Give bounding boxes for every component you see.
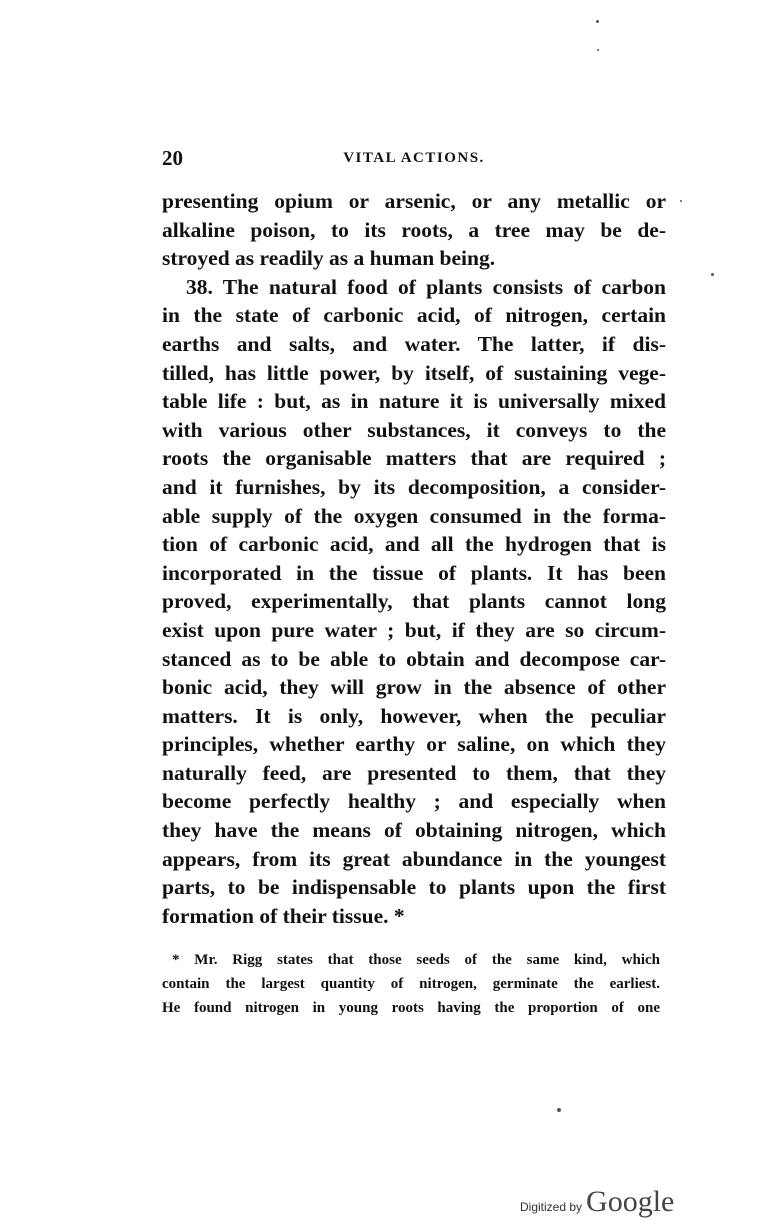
text-line: naturally feed, are presented to them, that they [162, 760, 666, 785]
footnote-line: contain the largest quantity of nitrogen, germinate the earliest. [162, 976, 660, 992]
text-line: bonic acid, they will grow in the absence of other [162, 675, 666, 700]
scan-speck [680, 200, 682, 202]
text-line: in the state of carbonic acid, of nitrogen, certain [162, 303, 666, 328]
text-line: tilled, has little power, by itself, of sustaining vege- [162, 360, 666, 385]
text-line: stanced as to be able to obtain and decompose car- [162, 646, 666, 671]
text-line: become perfectly healthy ; and especially when [162, 789, 666, 814]
paragraph-continuation [162, 187, 666, 273]
text-line: incorporated in the tissue of plants. It has been [162, 560, 666, 585]
text-line: appears, from its great abundance in the youngest [162, 846, 666, 871]
running-head: VITAL ACTIONS. [343, 150, 485, 166]
text-line: with various other substances, it conveys to the [162, 417, 666, 442]
text-line: formation of their tissue. * [162, 903, 405, 928]
text-line: stroyed as readily as a human being. [162, 246, 496, 271]
page-number: 20 [162, 146, 183, 170]
footnote-line: * Mr. Rigg states that those seeds of the same kind, which [172, 952, 660, 968]
text-line: roots the organisable matters that are required ; [162, 446, 666, 471]
text-line: alkaline poison, to its roots, a tree may be de- [162, 217, 666, 242]
text-line: 38. The natural food of plants consists of carbon [186, 274, 666, 299]
footnote-line: He found nitrogen in young roots having the proportion of one [162, 1000, 660, 1016]
digitized-label: Digitized by [520, 1200, 583, 1214]
page-header [162, 146, 666, 170]
footnote [162, 948, 660, 1020]
text-line: and it furnishes, by its decomposition, a consider- [162, 474, 666, 499]
text-line: they have the means of obtaining nitrogen, which [162, 818, 666, 843]
text-line: tion of carbonic acid, and all the hydrogen that is [162, 532, 666, 557]
google-logo: Google [586, 1185, 675, 1218]
digitized-by-google-watermark [520, 1185, 674, 1219]
text-line: parts, to be indispensable to plants upon the first [162, 875, 666, 900]
scan-speck [596, 20, 599, 23]
paragraph-38 [162, 273, 666, 931]
body-text [162, 187, 666, 930]
text-line: able supply of the oxygen consumed in the forma- [162, 503, 666, 528]
text-line: exist upon pure water ; but, if they are so circum- [162, 617, 666, 642]
text-line: presenting opium or arsenic, or any metallic or [162, 189, 666, 213]
text-line: proved, experimentally, that plants cannot long [162, 589, 666, 614]
text-line: table life : but, as in nature it is universally mixed [162, 389, 666, 414]
text-line: earths and salts, and water. The latter, if dis- [162, 331, 666, 356]
text-line: matters. It is only, however, when the peculiar [162, 703, 666, 728]
scan-speck [557, 1108, 561, 1112]
scan-speck [597, 49, 599, 51]
scan-speck [711, 273, 714, 276]
text-line: principles, whether earthy or saline, on which they [162, 732, 666, 757]
